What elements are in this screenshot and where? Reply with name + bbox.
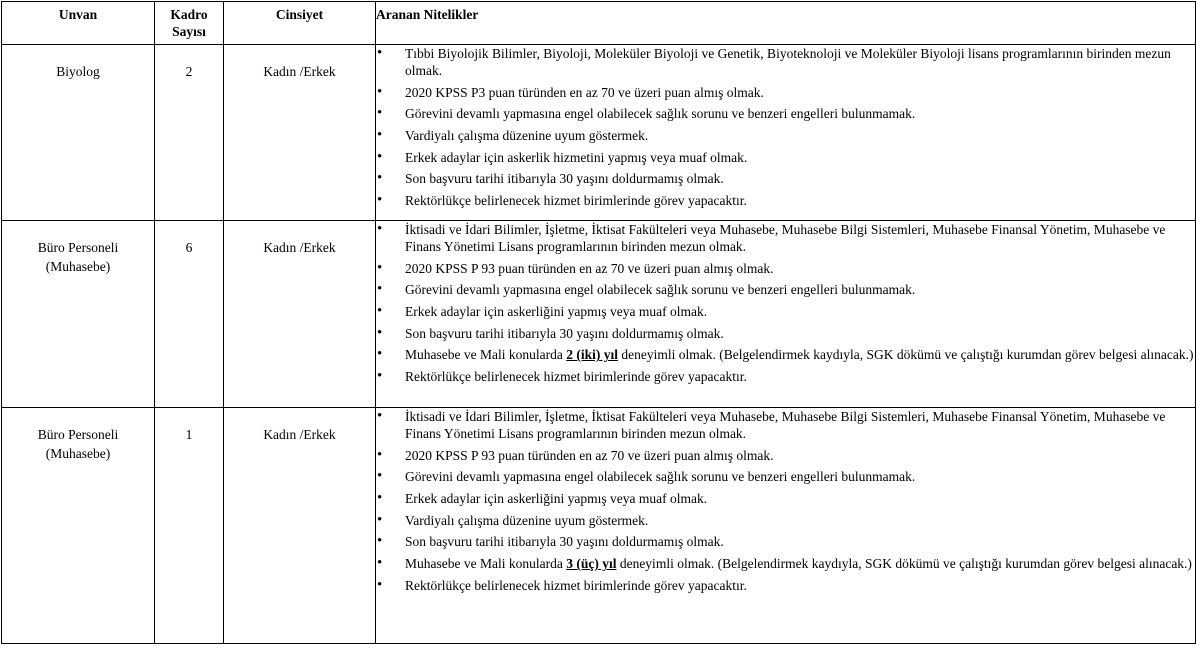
requirement-item: • Erkek adaylar için askerliğini yapmış veya muaf olmak.	[376, 490, 1195, 507]
unvan-text: Büro Personeli (Muhasebe)	[37, 427, 119, 461]
requirement-item: • Muhasebe ve Mali konularda 2 (iki) yıl deneyimli olmak. (Belgelendirmek kaydıyla, SGK dökümü ve çalıştığı kurumdan görev belgesi alınacak.)	[376, 346, 1195, 363]
experience-duration: 3 (üç) yıl	[566, 556, 617, 572]
requirement-item: • Vardiyalı çalışma düzenine uyum göstermek.	[376, 512, 1195, 529]
requirements-cell	[376, 45, 1196, 221]
requirement-item: • Erkek adaylar için askerlik hizmetini yapmış veya muaf olmak.	[376, 149, 1195, 166]
requirement-item: • Tıbbi Biyolojik Bilimler, Biyoloji, Moleküler Biyoloji ve Genetik, Biyoteknoloji ve Moleküler Biyoloji lisans programlarının birinden mezun olmak.	[376, 45, 1195, 79]
requirement-item: • Son başvuru tarihi itibarıyla 30 yaşını doldurmamış olmak.	[376, 533, 1195, 550]
cinsiyet-cell	[224, 45, 376, 221]
table-row	[2, 408, 1196, 644]
positions-table	[1, 1, 1196, 644]
requirement-item: • Görevini devamlı yapmasına engel olabilecek sağlık sorunu ve benzeri engelleri bulunmamak.	[376, 105, 1195, 122]
unvan-cell	[2, 45, 155, 221]
requirements-list	[376, 45, 1195, 209]
requirement-item: • Görevini devamlı yapmasına engel olabilecek sağlık sorunu ve benzeri engelleri bulunmamak.	[376, 281, 1195, 298]
requirement-item: • İktisadi ve İdari Bilimler, İşletme, İktisat Fakülteleri veya Muhasebe, Muhasebe Bilgi Sistemleri, Muhasebe Finansal Yönetim, Muhasebe ve Finans Yönetimi Lisans programlarının birinden mezun olmak.	[376, 408, 1195, 442]
requirements-cell	[376, 221, 1196, 408]
kadro-cell	[155, 221, 224, 408]
requirement-item: • Rektörlükçe belirlenecek hizmet birimlerinde görev yapacaktır.	[376, 192, 1195, 209]
requirement-item: • Son başvuru tarihi itibarıyla 30 yaşını doldurmamış olmak.	[376, 325, 1195, 342]
kadro-cell	[155, 45, 224, 221]
cinsiyet-cell	[224, 221, 376, 408]
requirement-item: • 2020 KPSS P3 puan türünden en az 70 ve üzeri puan almış olmak.	[376, 84, 1195, 101]
unvan-text: Büro Personeli (Muhasebe)	[37, 240, 119, 274]
cinsiyet-text: Kadın /Erkek	[263, 64, 336, 79]
requirement-item: • Vardiyalı çalışma düzenine uyum göstermek.	[376, 127, 1195, 144]
cinsiyet-cell	[224, 408, 376, 644]
kadro-cell	[155, 408, 224, 644]
kadro-text: 2	[185, 64, 193, 79]
requirement-item: • Muhasebe ve Mali konularda 3 (üç) yıl deneyimli olmak. (Belgelendirmek kaydıyla, SGK dökümü ve çalıştığı kurumdan görev belgesi alınacak.)	[376, 555, 1195, 572]
requirement-item: • Görevini devamlı yapmasına engel olabilecek sağlık sorunu ve benzeri engelleri bulunmamak.	[376, 468, 1195, 485]
requirements-list	[376, 221, 1195, 385]
header-aranan-nitelikler: Aranan Nitelikler	[376, 2, 1196, 45]
unvan-text: Biyolog	[56, 64, 100, 79]
table-row	[2, 221, 1196, 408]
requirements-list	[376, 408, 1195, 594]
requirement-item: • Rektörlükçe belirlenecek hizmet birimlerinde görev yapacaktır.	[376, 577, 1195, 594]
cinsiyet-text: Kadın /Erkek	[263, 240, 336, 255]
requirement-item: • Son başvuru tarihi itibarıyla 30 yaşını doldurmamış olmak.	[376, 170, 1195, 187]
requirement-item: • Erkek adaylar için askerliğini yapmış veya muaf olmak.	[376, 303, 1195, 320]
header-unvan: Unvan	[2, 2, 155, 45]
table-row	[2, 45, 1196, 221]
header-row	[2, 2, 1196, 45]
header-kadro-sayisi: Kadro Sayısı	[155, 2, 224, 45]
kadro-text: 1	[185, 427, 193, 442]
experience-duration: 2 (iki) yıl	[566, 347, 618, 363]
requirement-item: • 2020 KPSS P 93 puan türünden en az 70 ve üzeri puan almış olmak.	[376, 447, 1195, 464]
requirement-item: • İktisadi ve İdari Bilimler, İşletme, İktisat Fakülteleri veya Muhasebe, Muhasebe Bilgi Sistemleri, Muhasebe Finansal Yönetim, Muhasebe ve Finans Yönetimi Lisans programlarının birinden mezun olmak.	[376, 221, 1195, 255]
header-cinsiyet: Cinsiyet	[224, 2, 376, 45]
requirement-item: • Rektörlükçe belirlenecek hizmet birimlerinde görev yapacaktır.	[376, 368, 1195, 385]
unvan-cell	[2, 408, 155, 644]
unvan-cell	[2, 221, 155, 408]
kadro-text: 6	[185, 240, 193, 255]
requirement-item: • 2020 KPSS P 93 puan türünden en az 70 ve üzeri puan almış olmak.	[376, 260, 1195, 277]
requirements-cell	[376, 408, 1196, 644]
cinsiyet-text: Kadın /Erkek	[263, 427, 336, 442]
